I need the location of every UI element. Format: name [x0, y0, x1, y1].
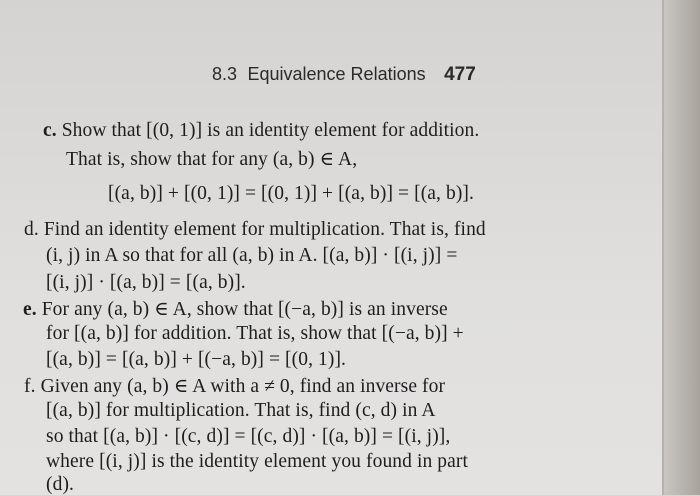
exercise-c-text-2: That is, show that for any (a, b) ∈ A,	[66, 149, 358, 170]
exercise-c-line-1	[43, 120, 479, 142]
exercise-d-line-1	[24, 219, 486, 241]
exercise-f-label: f.	[24, 376, 36, 397]
exercise-e-line-1	[23, 297, 448, 321]
exercise-f-text-2: [(a, b)] for multiplication. That is, find (c, d) in A	[46, 400, 436, 421]
exercise-f-line-2	[46, 400, 436, 422]
exercise-f-line-3	[46, 426, 450, 448]
exercise-d-label: d.	[24, 219, 39, 240]
exercise-e-label: e.	[23, 299, 37, 320]
section-number: 8.3	[212, 64, 238, 84]
exercise-c-line-2	[66, 147, 357, 171]
exercise-d-line-2	[46, 245, 457, 267]
exercise-c-label: c.	[43, 120, 57, 141]
section-title: Equivalence Relations	[247, 64, 426, 84]
page-number: 477	[444, 64, 476, 85]
exercise-d-text-2: (i, j) in A so that for all (a, b) in A. [(a, b)] · [(i, j)] =	[46, 245, 458, 266]
exercise-f-line-5	[46, 474, 74, 496]
exercise-f-text-5: (d).	[46, 474, 75, 495]
exercise-f-text-4: where [(i, j)] is the identity element you found in part	[46, 451, 469, 472]
exercise-c-display-equation	[108, 183, 474, 205]
exercise-e-line-2	[46, 323, 464, 345]
exercise-f-text-3: so that [(a, b)] · [(c, d)] = [(c, d)] · [(a, b)] = [(i, j)],	[46, 426, 451, 447]
exercise-e-text-2: for [(a, b)] for addition. That is, show that [(−a, b)] +	[46, 323, 464, 344]
exercise-e-text-1: For any (a, b) ∈ A, show that [(−a, b)] is an inverse	[41, 299, 448, 320]
exercise-c-equation: [(a, b)] + [(0, 1)] = [(0, 1)] + [(a, b)] = [(a, b)].	[108, 183, 475, 204]
exercise-d-text-3: [(i, j)] · [(a, b)] = [(a, b)].	[46, 272, 246, 293]
exercise-e-line-3	[46, 349, 346, 371]
exercise-f-text-1: Given any (a, b) ∈ A with a ≠ 0, find an inverse for	[40, 376, 446, 397]
exercise-f-line-4	[46, 451, 468, 473]
exercise-f-line-1	[24, 374, 445, 398]
exercise-e-text-3: [(a, b)] = [(a, b)] + [(−a, b)] = [(0, 1)].	[46, 349, 347, 370]
exercise-c-text-1: Show that [(0, 1)] is an identity element for addition.	[61, 120, 480, 141]
exercise-d-text-1: Find an identity element for multiplication. That is, find	[43, 219, 486, 240]
exercise-d-line-3	[46, 272, 246, 294]
